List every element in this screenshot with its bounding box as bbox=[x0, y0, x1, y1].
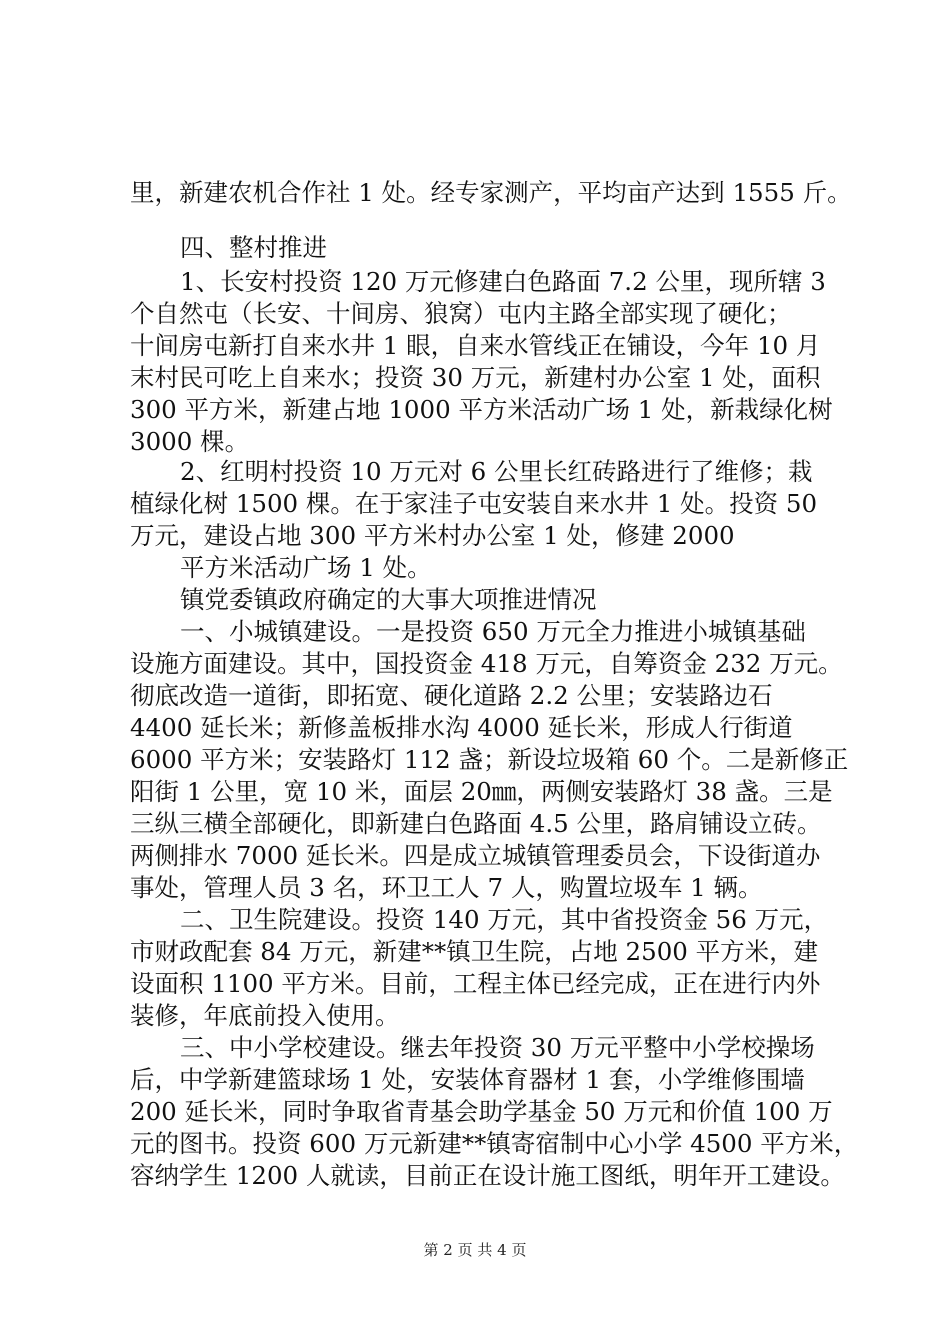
text-line: 元的图书。投资 600 万元新建**镇寄宿制中心小学 4500 平方米， bbox=[130, 1129, 859, 1158]
text-line: 设施方面建设。其中，国投资金 418 万元，自筹资金 232 万元。 bbox=[130, 649, 843, 678]
text-line: 300 平方米，新建占地 1000 平方米活动广场 1 处，新栽绿化树 bbox=[130, 395, 833, 424]
text-line: 彻底改造一道街，即拓宽、硬化道路 2.2 公里；安装路边石 bbox=[130, 681, 773, 710]
text-line: 4400 延长米；新修盖板排水沟 4000 延长米，形成人行街道 bbox=[130, 713, 793, 742]
text-line: 十间房屯新打自来水井 1 眼，自来水管线正在铺设，今年 10 月 bbox=[130, 331, 821, 360]
text-line: 3000 棵。 bbox=[130, 427, 250, 456]
text-line: 末村民可吃上自来水；投资 30 万元，新建村办公室 1 处，面积 bbox=[130, 363, 821, 392]
text-line: 阳街 1 公里，宽 10 米，面层 20㎜，两侧安装路灯 38 盏。三是 bbox=[130, 777, 833, 806]
text-line: 个自然屯（长安、十间房、狼窝）屯内主路全部实现了硬化； bbox=[130, 299, 792, 328]
text-line: 三、中小学校建设。继去年投资 30 万元平整中小学校操场 bbox=[180, 1033, 815, 1062]
text-line: 200 延长米，同时争取省青基会助学基金 50 万元和价值 100 万 bbox=[130, 1097, 833, 1126]
text-line: 里，新建农机合作社 1 处。经专家测产，平均亩产达到 1555 斤。 bbox=[130, 178, 852, 207]
text-line: 平方米活动广场 1 处。 bbox=[180, 553, 432, 582]
text-line: 容纳学生 1200 人就读，目前正在设计施工图纸，明年开工建设。 bbox=[130, 1161, 845, 1190]
section-heading: 四、整村推进 bbox=[180, 233, 327, 262]
text-line: 三纵三横全部硬化，即新建白色路面 4.5 公里，路肩铺设立砖。 bbox=[130, 809, 822, 838]
text-line: 一、小城镇建设。一是投资 650 万元全力推进小城镇基础 bbox=[180, 617, 806, 646]
text-line: 1、长安村投资 120 万元修建白色路面 7.2 公里，现所辖 3 bbox=[180, 267, 826, 296]
text-line: 设面积 1100 平方米。目前，工程主体已经完成，正在进行内外 bbox=[130, 969, 821, 998]
text-line: 6000 平方米；安装路灯 112 盏；新设垃圾箱 60 个。二是新修正 bbox=[130, 745, 849, 774]
text-line: 市财政配套 84 万元，新建**镇卫生院，占地 2500 平方米，建 bbox=[130, 937, 819, 966]
text-line: 植绿化树 1500 棵。在于家洼子屯安装自来水井 1 处。投资 50 bbox=[130, 489, 818, 518]
text-line: 后，中学新建篮球场 1 处，安装体育器材 1 套，小学维修围墙 bbox=[130, 1065, 805, 1094]
text-line: 两侧排水 7000 延长米。四是成立城镇管理委员会，下设街道办 bbox=[130, 841, 821, 870]
text-line: 二、卫生院建设。投资 140 万元，其中省投资金 56 万元， bbox=[180, 905, 829, 934]
text-line: 装修，年底前投入使用。 bbox=[130, 1001, 400, 1030]
page-number-footer: 第 2 页 共 4 页 bbox=[423, 1241, 527, 1259]
text-line: 万元，建设占地 300 平方米村办公室 1 处，修建 2000 bbox=[130, 521, 735, 550]
section-heading: 镇党委镇政府确定的大事大项推进情况 bbox=[180, 585, 597, 614]
text-line: 事处，管理人员 3 名，环卫工人 7 人，购置垃圾车 1 辆。 bbox=[130, 873, 763, 902]
text-line: 2、红明村投资 10 万元对 6 公里长红砖路进行了维修；栽 bbox=[180, 457, 813, 486]
